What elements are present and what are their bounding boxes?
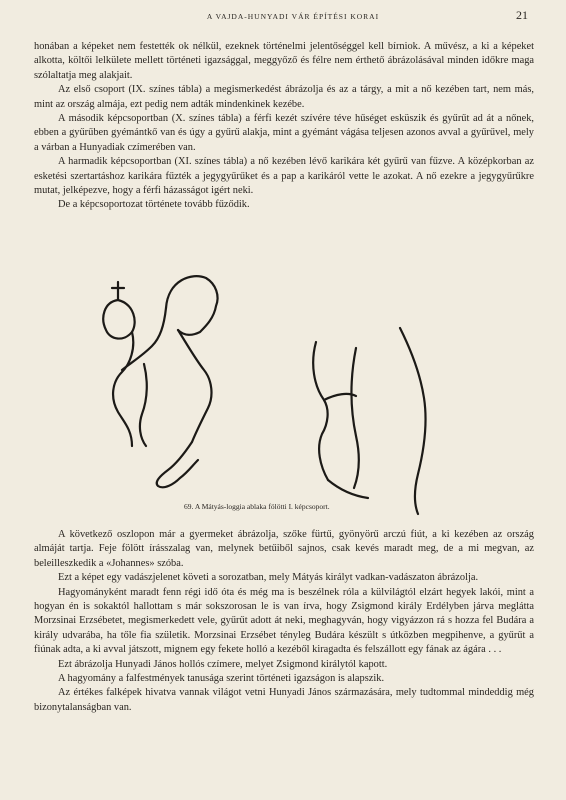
right-figure-inner xyxy=(352,348,359,488)
left-figure-shoulder xyxy=(113,332,133,446)
paragraph: honában a képeket nem festették ok nélkül, ezeknek történelmi jelentőséggel kell bírniok. A művész, a ki a képeket alkotta, költői lelkülete mellett történeti igazsággal, meggyőző és félre nem érthető ábrázolásával minden időkre maga szólaltatja meg alakjait. xyxy=(34,41,534,81)
left-figure-body xyxy=(178,330,211,442)
sketch-illustration xyxy=(88,268,488,518)
paragraph: De a képcsoportozat története tovább fűződik. xyxy=(58,199,250,211)
paragraph: Hagyományként maradt fenn régi idő óta és még ma is beszélnek róla a külvilágtól elzárt hegyek lakói, mint a hogyan én is sokaktól hallottam s már sokszorosan le is van írva, hogy Zsigmond király Erdélyben járva meglátta Morzsinai Erzsébetet, megismerkedett vele, gyűrűt adott át neki, meghagyván, hogy vigyázzon rá s hozza fel Budára a király udvarába, ha tőle fia születik. Morzsinai Erzsébet tényleg Budára készült s útközben megpihenve, a gyűrűt a fiúnak adta, a ki avval játszott, mignem egy fekete holló a kezéből kiragadta és felszállott egy fának az ágára . . . xyxy=(34,586,534,656)
left-figure-arm xyxy=(157,442,198,487)
left-figure-head xyxy=(166,276,218,335)
paragraph: Az értékes falképek hivatva vannak világot vetni Hunyadi János származására, mely tudtommal mindeddig még bizonytalanságban van. xyxy=(34,687,534,713)
page-number: 21 xyxy=(516,8,528,22)
figure-caption: 69. A Mátyás-loggia ablaka fölötti I. képcsoport. xyxy=(184,502,330,511)
left-figure-inner-line xyxy=(140,364,147,446)
right-figure-back xyxy=(400,328,426,514)
paragraph: Ezt a képet egy vadászjelenet követi a sorozatban, mely Mátyás királyt vadkan-vadászaton ábrázolja. xyxy=(58,572,479,584)
paragraph: A harmadik képcsoportban (XI. színes tábla) a nő kezében lévő karikára két gyűrű van fűzve. A középkorban az esketési szertartáshoz karikára fűzték a jegygyűrűket és a pap a karikáról vette le azokat. A nő ezekre a jegygyűrűkre mutat, jelképezve, hogy a férfi házasságot igért neki. xyxy=(34,156,534,197)
body-text-bottom xyxy=(34,528,534,715)
orb-cross xyxy=(112,282,124,300)
running-title: A VAJDA-HUNYADI VÁR ÉPÍTÉSI KORAI xyxy=(206,12,380,21)
paragraph: A második képcsoportban (X. színes tábla) a férfi kezét szívére téve hűséget esküszik és gyűrűt ad át a nőnek, ebben a gyűrűben gyémántkő van és úgy a gyűrű alakja, mint a gyémánt vágása teljesen azonos avval a gyűrűvel, mely a várban a Hunyadiak czímerében van. xyxy=(34,113,534,153)
paragraph: Ezt ábrázolja Hunyadi János hollós czímere, melyet Zsigmond királytól kapott. xyxy=(58,658,388,670)
right-figure-head xyxy=(313,342,328,480)
body-text-top xyxy=(34,40,534,213)
paragraph: Az első csoport (IX. színes tábla) a megismerkedést ábrázolja és az a tárgy, a mit a nő kezében tart, nem más, mint az ország almája, ezt pedig nem adták mindenkinek kezébe. xyxy=(34,84,534,110)
paragraph: A hagyomány a falfestmények tanusága szerint történeti igazságon is alapszik. xyxy=(58,673,385,685)
orb xyxy=(103,300,134,339)
paragraph: A következő oszlopon már a gyermeket ábrázolja, szőke fürtű, gyönyörű arczú fiút, a ki kezében az ország almáját tartja. Feje fölött írásszalag van, melynek betűiből sajnos, csak kevés maradt meg, de a mi megvan, az beleilleszkedik a «Johannes» szóba. xyxy=(34,529,534,569)
right-figure-arm xyxy=(328,480,368,498)
figure-line-drawing xyxy=(88,268,488,518)
